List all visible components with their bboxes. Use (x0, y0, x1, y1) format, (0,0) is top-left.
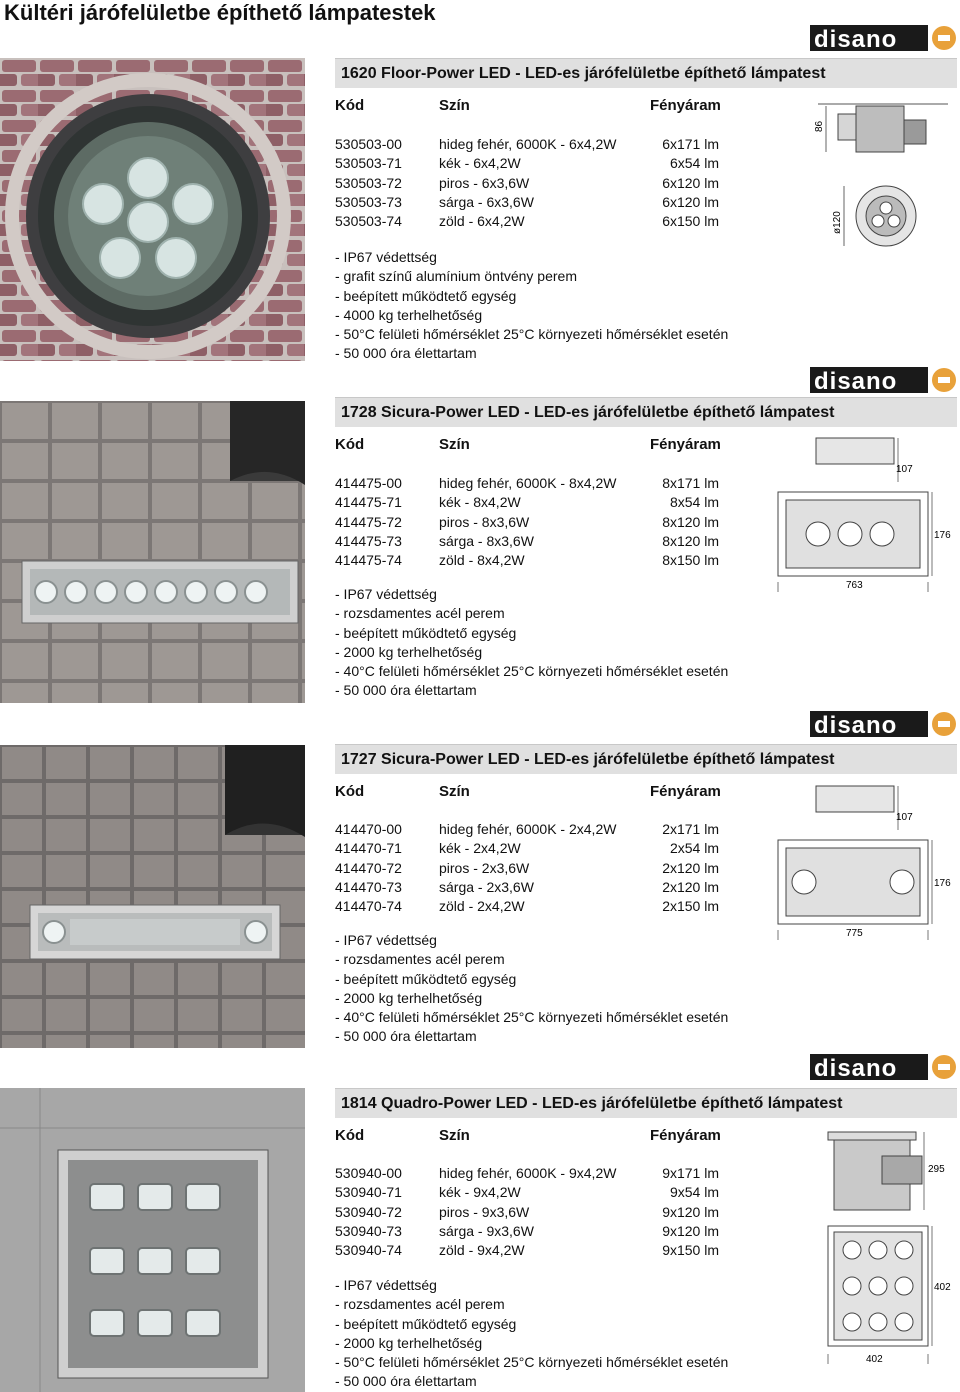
product-photo-square (0, 1088, 305, 1392)
svg-text:775: 775 (846, 928, 863, 939)
section-title-bar (335, 1088, 957, 1118)
list-item: - IP67 védettség (335, 249, 437, 265)
list-item: - IP67 védettség (335, 1277, 437, 1293)
feature-list (335, 248, 728, 364)
list-item: - rozsdamentes acél perem (335, 605, 505, 622)
list-item: - beépített működtető egység (335, 1315, 517, 1332)
svg-text:86: 86 (814, 120, 825, 132)
page-title: Kültéri járófelületbe építhető lámpatestek (4, 0, 436, 25)
product-photo-linear-8 (0, 401, 305, 703)
svg-text:disano: disano (814, 368, 898, 395)
list-item: - grafit színű alumínium öntvény perem (335, 268, 577, 285)
disano-logo (810, 21, 958, 55)
feature-list (335, 931, 728, 1047)
table-row: 530503-72 piros - 6x3,6W 6x120 lm (335, 174, 719, 191)
list-item: - 50°C felületi hőmérséklet 25°C környezeti hőmérséklet esetén (335, 326, 729, 343)
technical-drawing-linear-2 (768, 778, 958, 948)
svg-text:402: 402 (934, 1282, 951, 1293)
list-item: - 50 000 óra élettartam (335, 682, 477, 699)
table-row: 530940-74 zöld - 9x4,2W 9x150 lm (335, 1242, 719, 1259)
technical-drawing-round (808, 94, 958, 270)
table-row: 530940-00 hideg fehér, 6000K - 9x4,2W 9x171 lm (335, 1165, 719, 1181)
list-item: - 2000 kg terhelhetőség (335, 643, 483, 660)
list-item: - rozsdamentes acél perem (335, 951, 505, 968)
list-item: - 50 000 óra élettartam (335, 345, 477, 362)
list-item: - 2000 kg terhelhetőség (335, 989, 483, 1006)
list-item: - rozsdamentes acél perem (335, 1296, 505, 1313)
svg-text:176: 176 (934, 530, 951, 541)
table-row: 414475-72 piros - 8x3,6W 8x120 lm (335, 513, 719, 530)
table-row: 530940-71 kék - 9x4,2W 9x54 lm (335, 1184, 719, 1201)
section-title: 1728 Sicura-Power LED - LED-es járófelületbe építhető lámpatest (341, 404, 835, 421)
list-item: - 50°C felületi hőmérséklet 25°C környezeti hőmérséklet esetén (335, 1354, 729, 1371)
product-table (335, 1164, 725, 1260)
svg-text:107: 107 (896, 464, 913, 475)
section-title: 1620 Floor-Power LED - LED-es járófelületbe építhető lámpatest (341, 65, 826, 82)
svg-text:disano: disano (814, 712, 898, 739)
list-item: - beépített működtető egység (335, 970, 517, 987)
feature-list (335, 1276, 728, 1392)
list-item: - 50 000 óra élettartam (335, 1373, 477, 1390)
table-row: 530503-00 hideg fehér, 6000K - 6x4,2W 6x171 lm (335, 136, 719, 152)
table-row: 530503-74 zöld - 6x4,2W 6x150 lm (335, 213, 719, 230)
disano-logo (810, 707, 958, 741)
svg-text:disano: disano (814, 26, 898, 53)
svg-text:ø120: ø120 (832, 211, 843, 234)
disano-logo (810, 363, 958, 397)
technical-drawing-linear-8 (768, 430, 958, 600)
svg-text:402: 402 (866, 1354, 883, 1365)
table-row: 414470-00 hideg fehér, 6000K - 2x4,2W 2x171 lm (335, 821, 719, 837)
table-row: 414475-71 kék - 8x4,2W 8x54 lm (335, 494, 719, 511)
table-row: 414470-72 piros - 2x3,6W 2x120 lm (335, 859, 719, 876)
product-section-1620: disano 1620 Floor-Power LED - LED-es járófelületbe építhető lámpatest Kód Szín Fényáram 530503-00 hideg fehér, 6000K - 6x4,2W 6x171 lm 530503-71 kék - 6x4,2W 6x54 lm 530503-72 piros - 6x3,6W 6x120 lm 530503-73 sárga - 6x3,6W 6x120 lm 530503-74 zöld - 6x4,2W 6x150 lm - IP67 védettség - grafit színű alumínium öntvény perem - beépített működtető egység - 4000 kg terhelhetőség - 50°C felületi hőmérséklet 25°C környezeti hőmérséklet esetén - 50 000 óra élettartam 86 ø120 (0, 0, 960, 380)
product-table (335, 135, 725, 231)
list-item: - IP67 védettség (335, 586, 437, 602)
list-item: - beépített működtető egység (335, 624, 517, 641)
table-row: 530940-72 piros - 9x3,6W 9x120 lm (335, 1203, 719, 1220)
section-title: 1814 Quadro-Power LED - LED-es járófelületbe építhető lámpatest (341, 1095, 843, 1112)
section-title-bar (335, 397, 957, 427)
list-item: - 50 000 óra élettartam (335, 1028, 477, 1045)
svg-text:176: 176 (934, 878, 951, 889)
list-item: - 40°C felületi hőmérséklet 25°C környezeti hőmérséklet esetén (335, 663, 729, 680)
table-row: 530940-73 sárga - 9x3,6W 9x120 lm (335, 1222, 719, 1239)
list-item: - 40°C felületi hőmérséklet 25°C környezeti hőmérséklet esetén (335, 1009, 729, 1026)
product-table (335, 820, 725, 916)
table-row: 530503-71 kék - 6x4,2W 6x54 lm (335, 155, 719, 172)
table-row: 414470-71 kék - 2x4,2W 2x54 lm (335, 840, 719, 857)
disano-logo (810, 1050, 958, 1084)
product-section-1814: disano 1814 Quadro-Power LED - LED-es járófelületbe építhető lámpatest Kód Szín Fényáram 530940-00 hideg fehér, 6000K - 9x4,2W 9x171 lm 530940-71 kék - 9x4,2W 9x54 lm 530940-72 piros - 9x3,6W 9x120 lm 530940-73 sárga - 9x3,6W 9x120 lm 530940-74 zöld - 9x4,2W 9x150 lm - IP67 védettség - rozsdamentes acél perem - beépített működtető egység - 2000 kg terhelhetőség - 50°C felületi hőmérséklet 25°C környezeti hőmérséklet esetén - 50 000 óra élettartam 295 402 402 (0, 1060, 960, 1392)
product-photo-linear-2 (0, 745, 305, 1048)
product-section-1728: disano 1728 Sicura-Power LED - LED-es járófelületbe építhető lámpatest Kód Szín Fényáram 414475-00 hideg fehér, 6000K - 8x4,2W 8x171 lm 414475-71 kék - 8x4,2W 8x54 lm 414475-72 piros - 8x3,6W 8x120 lm 414475-73 sárga - 8x3,6W 8x120 lm 414475-74 zöld - 8x4,2W 8x150 lm - IP67 védettség - rozsdamentes acél perem - beépített működtető egység - 2000 kg terhelhetőség - 40°C felületi hőmérséklet 25°C környezeti hőmérséklet esetén - 50 000 óra élettartam 107 176 763 (0, 380, 960, 720)
table-row: 414470-74 zöld - 2x4,2W 2x150 lm (335, 898, 719, 915)
list-item: - 2000 kg terhelhetőség (335, 1334, 483, 1351)
list-item: - beépített működtető egység (335, 287, 517, 304)
product-photo-round (0, 58, 305, 361)
svg-text:107: 107 (896, 812, 913, 823)
list-item: - IP67 védettség (335, 932, 437, 948)
table-row: 414475-00 hideg fehér, 6000K - 8x4,2W 8x171 lm (335, 475, 719, 491)
svg-text:295: 295 (928, 1164, 945, 1175)
feature-list (335, 585, 728, 701)
table-row: 414475-73 sárga - 8x3,6W 8x120 lm (335, 532, 719, 549)
section-title-bar (335, 744, 957, 774)
product-section-1727: disano 1727 Sicura-Power LED - LED-es járófelületbe építhető lámpatest Kód Szín Fényáram 414470-00 hideg fehér, 6000K - 2x4,2W 2x171 lm 414470-71 kék - 2x4,2W 2x54 lm 414470-72 piros - 2x3,6W 2x120 lm 414470-73 sárga - 2x3,6W 2x120 lm 414470-74 zöld - 2x4,2W 2x150 lm - IP67 védettség - rozsdamentes acél perem - beépített működtető egység - 2000 kg terhelhetőség - 40°C felületi hőmérséklet 25°C környezeti hőmérséklet esetén - 50 000 óra élettartam 107 176 775 (0, 720, 960, 1060)
section-title-bar (335, 58, 957, 88)
svg-text:disano: disano (814, 1055, 898, 1082)
svg-text:763: 763 (846, 580, 863, 591)
section-title: 1727 Sicura-Power LED - LED-es járófelületbe építhető lámpatest (341, 751, 835, 768)
table-row: 414475-74 zöld - 8x4,2W 8x150 lm (335, 552, 719, 569)
product-table (335, 474, 725, 570)
table-row: 414470-73 sárga - 2x3,6W 2x120 lm (335, 878, 719, 895)
technical-drawing-square (812, 1126, 958, 1392)
list-item: - 4000 kg terhelhetőség (335, 306, 483, 323)
table-row: 530503-73 sárga - 6x3,6W 6x120 lm (335, 193, 719, 210)
